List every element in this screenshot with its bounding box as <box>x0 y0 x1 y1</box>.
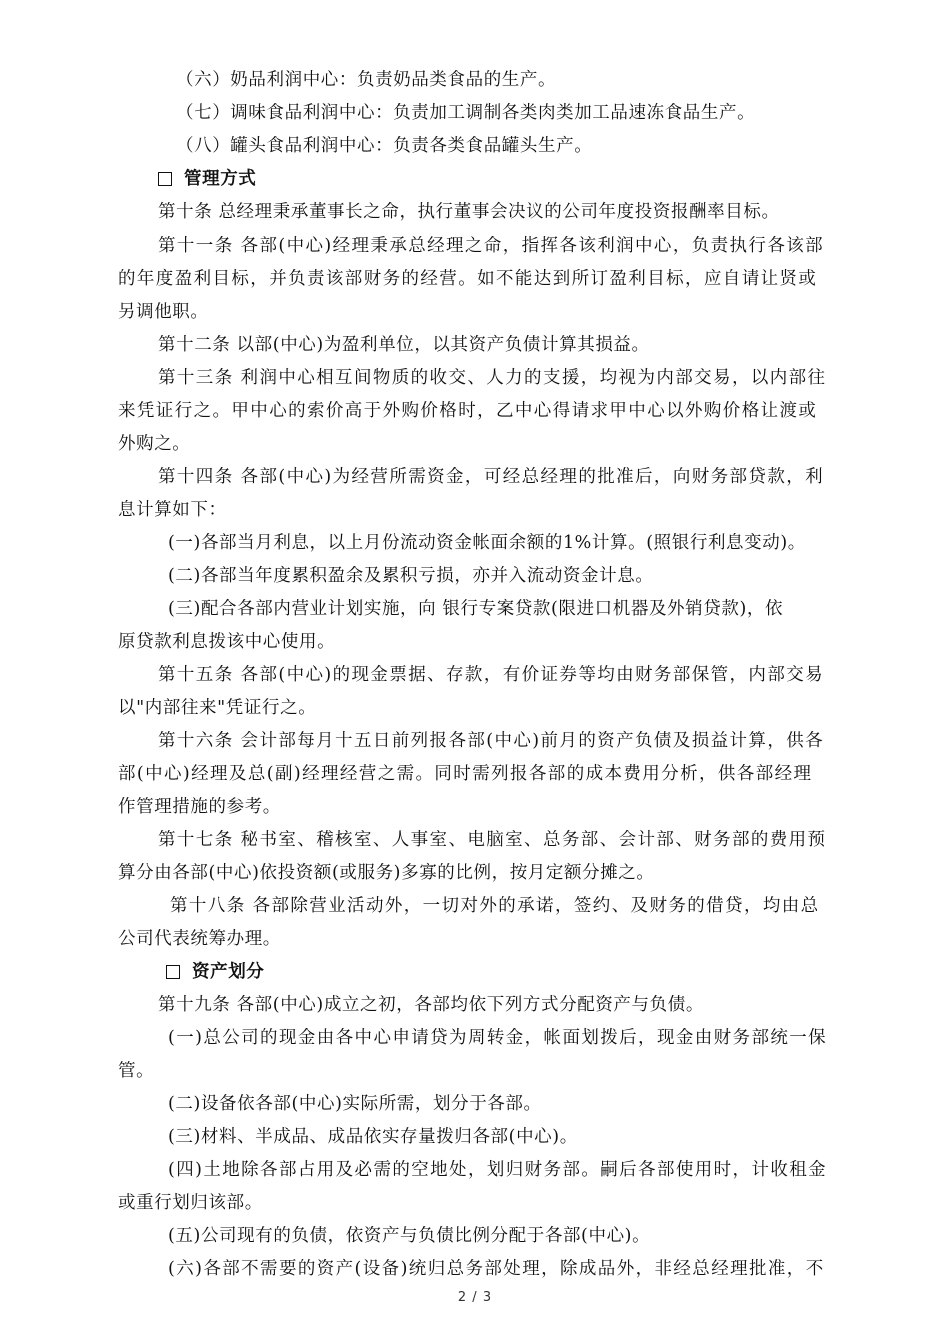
section-heading-label: 管理方式 <box>184 169 257 189</box>
page-number: 2 / 3 <box>457 1290 493 1305</box>
article-16: 第十六条 会计部每月十五日前列报各部(中心)前月的资产负债及损益计算，供各 <box>158 731 825 751</box>
paragraph-line: 来凭证行之。甲中心的索价高于外购价格时，乙中心得请求甲中心以外购价格让渡或 <box>118 401 818 421</box>
paragraph-line: 管。 <box>118 1061 155 1081</box>
list-item: (三)材料、半成品、成品依实存量拨归各部(中心)。 <box>168 1127 578 1147</box>
paragraph-line: 的年度盈利目标，并负责该部财务的经营。如不能达到所订盈利目标，应自请让贤或 <box>118 269 818 289</box>
article-17: 第十七条 秘书室、稽核室、人事室、电脑室、总务部、会计部、财务部的费用预 <box>158 830 827 850</box>
section-heading-assets <box>166 960 264 984</box>
paragraph-line: 以"内部往来"凭证行之。 <box>118 698 317 718</box>
list-item: （七）调味食品利润中心：负责加工调制各类肉类加工品速冻食品生产。 <box>176 103 756 123</box>
article-15: 第十五条 各部(中心)的现金票据、存款，有价证券等均由财务部保管，内部交易 <box>158 665 825 685</box>
list-item: （六）奶品利润中心：负责奶品类食品的生产。 <box>176 70 557 90</box>
section-heading-label: 资产划分 <box>192 962 265 982</box>
list-item: （八）罐头食品利润中心：负责各类食品罐头生产。 <box>176 136 593 156</box>
paragraph-line: 算分由各部(中心)依投资额(或服务)多寡的比例，按月定额分摊之。 <box>118 863 655 883</box>
checkbox-icon <box>166 965 180 979</box>
paragraph-line: 外购之。 <box>118 434 191 454</box>
article-10: 第十条 总经理秉承董事长之命，执行董事会决议的公司年度投资报酬率目标。 <box>158 202 780 222</box>
paragraph-line: 原贷款利息拨该中心使用。 <box>118 632 336 652</box>
article-13: 第十三条 利润中心相互间物质的收交、人力的支援，均视为内部交易，以内部往 <box>158 368 827 388</box>
article-19: 第十九条 各部(中心)成立之初，各部均依下列方式分配资产与负债。 <box>158 995 704 1015</box>
list-item: (一)总公司的现金由各中心申请贷为周转金，帐面划拨后，现金由财务部统一保 <box>168 1028 828 1048</box>
paragraph-line: 或重行划归该部。 <box>118 1193 263 1213</box>
article-11: 第十一条 各部(中心)经理秉承总经理之命，指挥各该利润中心，负责执行各该部 <box>158 236 825 256</box>
list-item: (二)设备依各部(中心)实际所需，划分于各部。 <box>168 1094 542 1114</box>
paragraph-line: 息计算如下： <box>118 500 227 520</box>
paragraph-line: 公司代表统筹办理。 <box>118 929 281 949</box>
list-item: (二)各部当年度累积盈余及累积亏损，亦并入流动资金计息。 <box>168 566 654 586</box>
article-18: 第十八条 各部除营业活动外，一切对外的承诺，签约、及财务的借贷，均由总 <box>170 896 820 916</box>
list-item: (五)公司现有的负债，依资产与负债比例分配于各部(中心)。 <box>168 1226 651 1246</box>
list-item: (三)配合各部内营业计划实施，向 银行专案贷款(限进口机器及外销贷款)，依 <box>168 599 784 619</box>
checkbox-icon <box>158 172 172 186</box>
paragraph-line: 另调他职。 <box>118 302 209 322</box>
section-heading-management <box>158 167 256 191</box>
paragraph-line: 作管理措施的参考。 <box>118 797 281 817</box>
article-14: 第十四条 各部(中心)为经营所需资金，可经总经理的批准后，向财务部贷款，利 <box>158 467 825 487</box>
article-12: 第十二条 以部(中心)为盈利单位，以其资产负债计算其损益。 <box>158 335 650 355</box>
paragraph-line: 部(中心)经理及总(副)经理经营之需。同时需列报各部的成本费用分析，供各部经理 <box>118 764 813 784</box>
list-item: (一)各部当月利息，以上月份流动资金帐面余额的1%计算。(照银行利息变动)。 <box>168 533 806 553</box>
list-item: (六)各部不需要的资产(设备)统归总务部处理，除成品外，非经总经理批准，不 <box>168 1259 825 1279</box>
list-item: (四)土地除各部占用及必需的空地处，划归财务部。嗣后各部使用时，计收租金 <box>168 1160 828 1180</box>
